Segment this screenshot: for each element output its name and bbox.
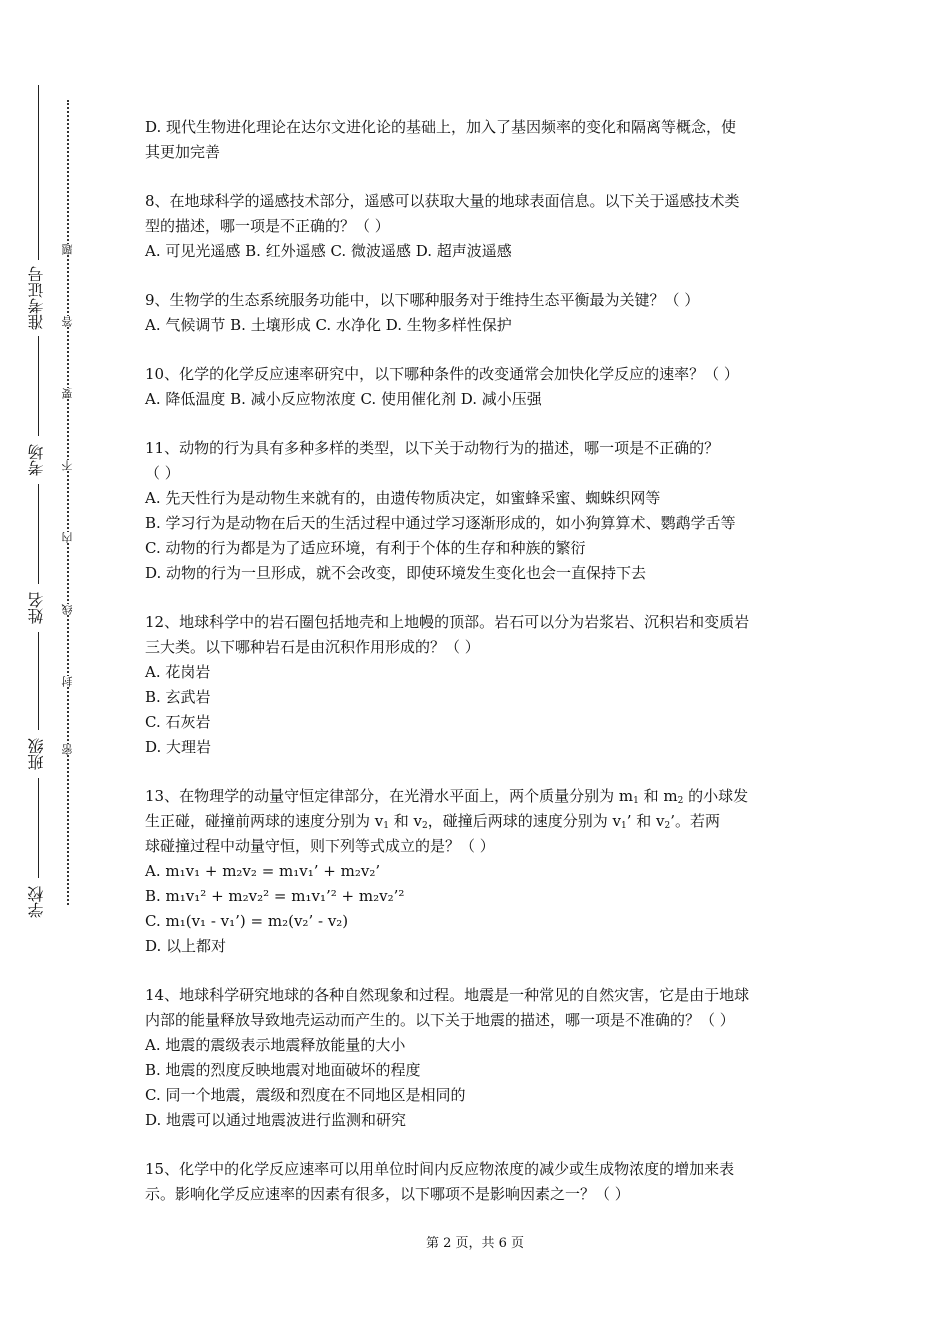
question-10: 10、化学的化学反应速率研究中，以下哪种条件的改变通常会加快化学反应的速率？（ ） A. 降低温度 B. 减小反应物浓度 C. 使用催化剂 D. 减小压强 bbox=[145, 365, 739, 408]
seal-dotted-line bbox=[67, 100, 69, 905]
seal-char: 线 bbox=[61, 604, 74, 615]
seal-char: 答 bbox=[61, 316, 74, 327]
question-7-option-d: D. 现代生物进化理论在达尔文进化论的基础上，加入了基因频率的变化和隔离等概念，使 其更加完善 bbox=[145, 118, 737, 161]
label-class: 班级 bbox=[27, 738, 46, 770]
seal-char: 密 bbox=[61, 744, 74, 755]
question-8: 8、在地球科学的遥感技术部分，遥感可以获取大量的地球表面信息。以下关于遥感技术类 型的描述，哪一项是不正确的？（ ） A. 可见光遥感 B. 红外遥感 C. 微波遥感 D. 超声波遥感 bbox=[145, 192, 740, 260]
question-13: 13、在物理学的动量守恒定律部分，在光滑水平面上，两个质量分别为 $m_1$ 和 $m_2$ 的小球发 生正碰，碰撞前两球的速度分别为 $v_1$ 和 $v_2$，碰撞后两球的速度分别为 $v_1$’ 和 $v_2$’。若两 球碰撞过程中动量守恒，则下列等式成立的是？（ ） A. m₁v₁ + m₂v₂ = m₁v₁’ + m₂v₂’ B. m₁v₁² + m₂v₂² = m₁v₁’² + m₂v₂’² C. m₁(v₁ - v₁’) = m₂(v₂’ - v₂) D. 以上都对 bbox=[145, 787, 749, 955]
page-footer: 第 2 页，共 6 页 bbox=[425, 1236, 525, 1251]
seal-char: 不 bbox=[61, 460, 74, 471]
seal-char: 题 bbox=[61, 244, 74, 255]
binding-line bbox=[38, 85, 39, 260]
label-school: 学校 bbox=[27, 886, 46, 918]
seal-char: 内 bbox=[61, 532, 74, 543]
label-exam-room: 考场 bbox=[27, 444, 46, 476]
question-14: 14、地球科学研究地球的各种自然现象和过程。地震是一种常见的自然灾害，它是由于地球 内部的能量释放导致地壳运动而产生的。以下关于地震的描述，哪一项是不准确的？（ ） A. 地震的震级表示地震释放能量的大小 B. 地震的烈度反映地震对地面破坏的程度 C. 同一个地震，震级和烈度在不同地区是相同的 D. 地震可以通过地震波进行监测和研究 bbox=[145, 986, 750, 1129]
question-list bbox=[145, 115, 815, 1231]
question-15: 15、化学中的化学反应速率可以用单位时间内反应物浓度的减少或生成物浓度的增加来表 示。影响化学反应速率的因素有很多，以下哪项不是影响因素之一？（ ） bbox=[145, 1160, 735, 1203]
binding-line bbox=[38, 336, 39, 436]
question-12: 12、地球科学中的岩石圈包括地壳和上地幔的顶部。岩石可以分为岩浆岩、沉积岩和变质岩 三大类。以下哪种岩石是由沉积作用形成的？（ ） A. 花岗岩 B. 玄武岩 C. 石灰岩 D. 大理岩 bbox=[145, 613, 750, 756]
binding-line bbox=[38, 484, 39, 584]
label-name: 姓名 bbox=[27, 592, 46, 624]
binding-line bbox=[38, 778, 39, 878]
seal-char: 封 bbox=[61, 676, 74, 687]
question-11: 11、动物的行为具有多种多样的类型，以下关于动物行为的描述，哪一项是不正确的？ （ ） A. 先天性行为是动物生来就有的，由遗传物质决定，如蜜蜂采蜜、蜘蛛织网等 B. 学习行为是动物在后天的生活过程中通过学习逐渐形成的，如小狗算算术、鹦鹉学舌等 C. 动物的行为都是为了适应环境，有利于个体的生存和种族的繁衍 D. 动物的行为一旦形成，就不会改变，即使环境发生变化也会一直保持下去 bbox=[145, 439, 736, 582]
question-9: 9、生物学的生态系统服务功能中，以下哪种服务对于维持生态平衡最为关键？（ ） A. 气候调节 B. 土壤形成 C. 水净化 D. 生物多样性保护 bbox=[145, 291, 700, 334]
label-exam-number: 准考证号 bbox=[27, 266, 46, 330]
binding-line bbox=[38, 632, 39, 730]
seal-char: 要 bbox=[61, 388, 74, 399]
